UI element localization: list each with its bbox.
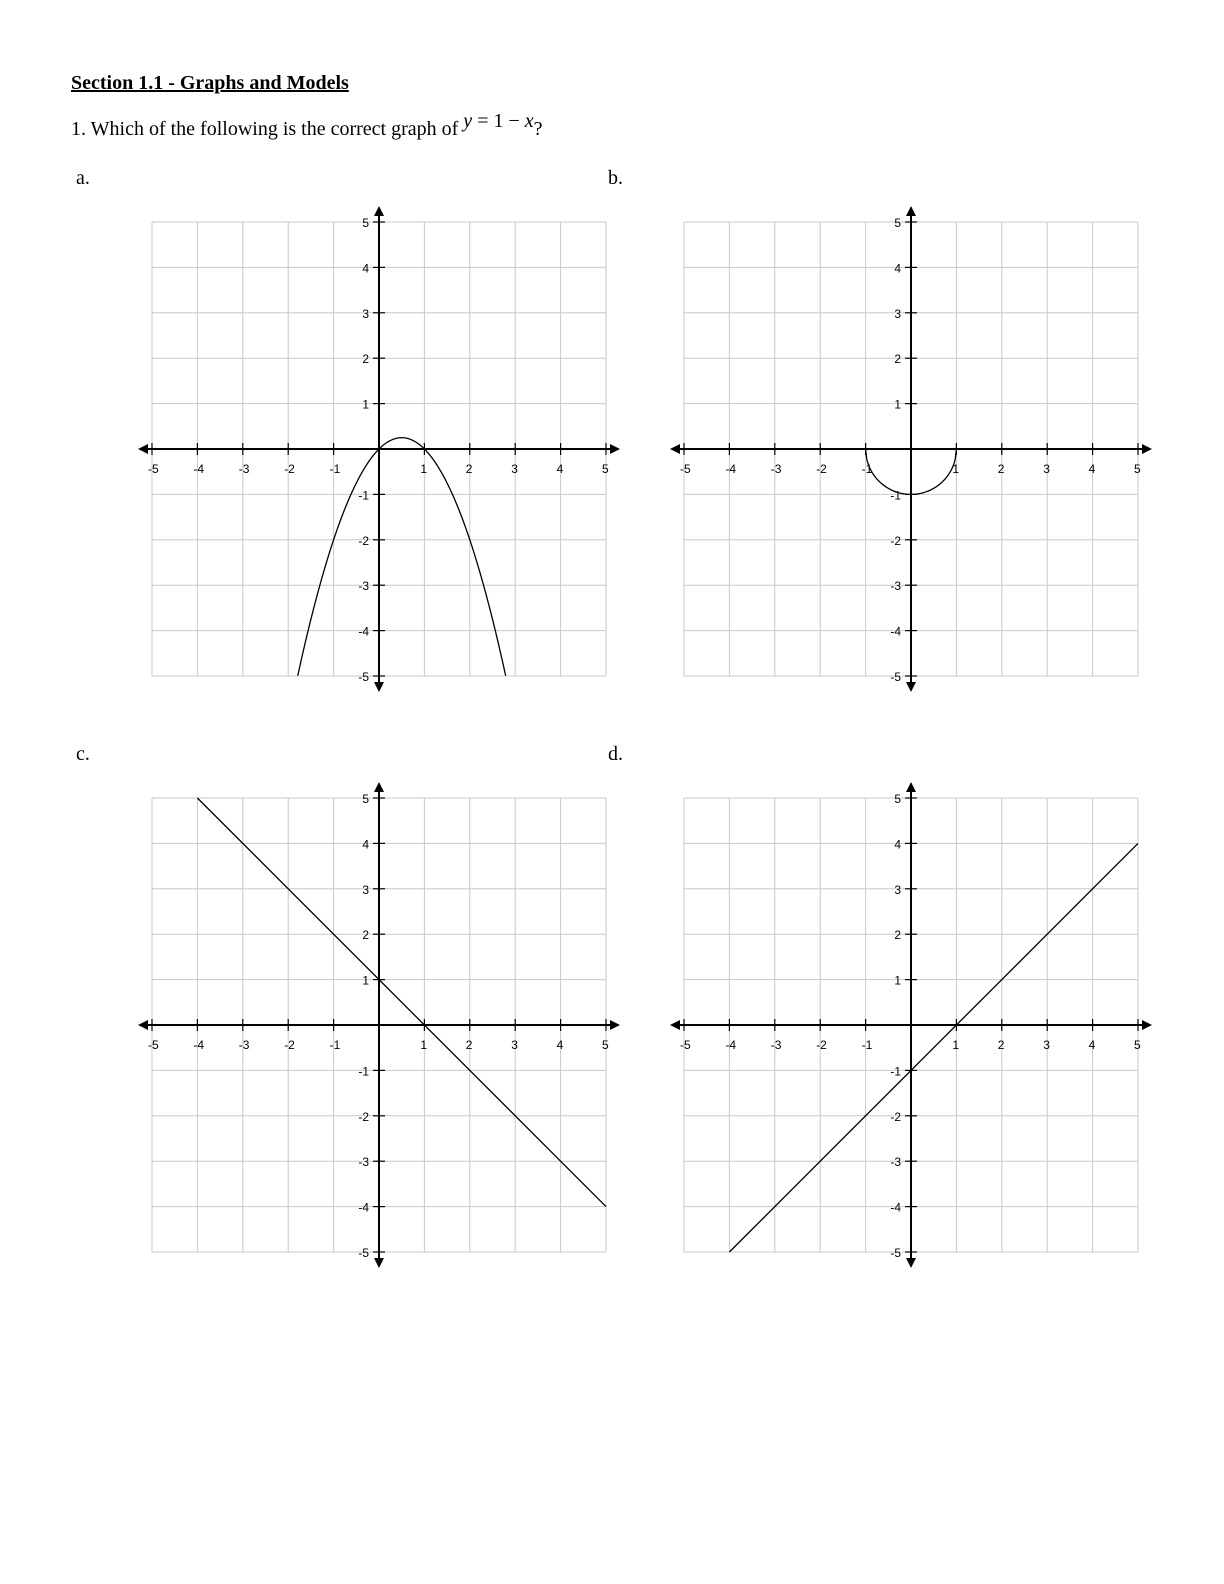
y-tick-label: 2 bbox=[362, 928, 369, 943]
y-tick-label: -5 bbox=[358, 670, 369, 684]
equation-lhs: y bbox=[463, 110, 473, 132]
y-axis-arrow-down bbox=[906, 682, 916, 692]
choice-d-letter[interactable]: d. bbox=[608, 743, 623, 765]
x-tick-label: -1 bbox=[861, 462, 873, 476]
x-tick-label: -4 bbox=[193, 462, 205, 476]
y-tick-label: -2 bbox=[890, 533, 901, 548]
x-tick-label: 2 bbox=[465, 1038, 473, 1052]
y-tick-label: 1 bbox=[362, 397, 369, 412]
x-tick-label: 3 bbox=[511, 462, 518, 476]
y-tick-label: 1 bbox=[894, 973, 901, 988]
x-tick-label: -4 bbox=[725, 462, 737, 476]
y-tick-label: 3 bbox=[362, 882, 369, 897]
x-tick-label: 2 bbox=[465, 462, 473, 476]
graph-b[interactable] bbox=[672, 208, 1162, 690]
y-tick-label: -2 bbox=[358, 533, 369, 548]
equation bbox=[463, 110, 533, 132]
y-tick-label: -1 bbox=[358, 488, 369, 503]
y-tick-label: -1 bbox=[890, 1064, 901, 1079]
y-tick-label: 5 bbox=[362, 792, 369, 806]
x-tick-label: -5 bbox=[680, 462, 691, 476]
x-tick-label: 3 bbox=[1043, 1038, 1050, 1052]
equation-one: 1 bbox=[493, 110, 504, 132]
y-tick-label: 3 bbox=[894, 882, 901, 897]
y-axis-arrow-down bbox=[374, 1258, 384, 1268]
y-tick-label: 2 bbox=[894, 928, 901, 943]
x-tick-label: -1 bbox=[329, 1038, 341, 1052]
y-tick-label: -4 bbox=[358, 624, 369, 639]
y-tick-label: 2 bbox=[362, 352, 369, 367]
x-tick-label: -3 bbox=[238, 462, 250, 476]
y-tick-label: -4 bbox=[890, 1200, 901, 1215]
x-axis-arrow-left bbox=[138, 444, 148, 454]
graph-c[interactable] bbox=[140, 784, 630, 1266]
x-tick-label: 4 bbox=[1088, 1038, 1096, 1052]
choice-b-letter[interactable]: b. bbox=[608, 167, 623, 189]
section-title: Section 1.1 - Graphs and Models bbox=[71, 72, 349, 94]
x-tick-label: -2 bbox=[816, 1038, 827, 1052]
question-end: ? bbox=[533, 118, 543, 140]
y-axis-arrow-up bbox=[906, 782, 916, 792]
question-text: Which of the following is the correct graph of bbox=[90, 118, 459, 140]
x-axis-arrow-right bbox=[1142, 444, 1152, 454]
x-tick-label: 1 bbox=[952, 1038, 960, 1052]
x-tick-label: -3 bbox=[770, 1038, 782, 1052]
x-tick-label: 1 bbox=[420, 462, 428, 476]
y-tick-label: -3 bbox=[358, 579, 369, 594]
x-axis-arrow-left bbox=[138, 1020, 148, 1030]
x-tick-label: -5 bbox=[680, 1038, 691, 1052]
graph-curve bbox=[197, 798, 606, 1207]
y-tick-label: -5 bbox=[890, 1246, 901, 1260]
x-tick-label: 2 bbox=[997, 462, 1005, 476]
x-tick-label: 4 bbox=[1088, 462, 1096, 476]
x-tick-label: -1 bbox=[329, 462, 341, 476]
y-tick-label: 1 bbox=[894, 397, 901, 412]
y-tick-label: 5 bbox=[894, 792, 901, 806]
graph-d[interactable] bbox=[672, 784, 1162, 1266]
y-tick-label: 3 bbox=[894, 306, 901, 321]
y-tick-label: 2 bbox=[894, 352, 901, 367]
y-tick-label: 3 bbox=[362, 306, 369, 321]
equation-x: x bbox=[524, 110, 534, 132]
y-tick-label: -1 bbox=[358, 1064, 369, 1079]
x-tick-label: 1 bbox=[952, 462, 960, 476]
x-tick-label: 1 bbox=[420, 1038, 428, 1052]
x-tick-label: 4 bbox=[556, 462, 564, 476]
y-tick-label: -5 bbox=[358, 1246, 369, 1260]
y-tick-label: 5 bbox=[894, 216, 901, 230]
y-axis-arrow-up bbox=[906, 206, 916, 216]
x-tick-label: -5 bbox=[148, 1038, 159, 1052]
x-tick-label: 5 bbox=[602, 1038, 609, 1052]
x-tick-label: -4 bbox=[193, 1038, 205, 1052]
x-tick-label: -2 bbox=[284, 462, 295, 476]
y-tick-label: 5 bbox=[362, 216, 369, 230]
x-tick-label: -4 bbox=[725, 1038, 737, 1052]
graph-curve bbox=[729, 843, 1138, 1252]
x-axis-arrow-right bbox=[610, 444, 620, 454]
x-tick-label: -1 bbox=[861, 1038, 873, 1052]
x-tick-label: -5 bbox=[148, 462, 159, 476]
y-axis-arrow-up bbox=[374, 206, 384, 216]
question-1 bbox=[71, 110, 543, 141]
choice-c-letter[interactable]: c. bbox=[76, 743, 90, 765]
graph-a[interactable] bbox=[140, 208, 630, 690]
x-tick-label: 3 bbox=[511, 1038, 518, 1052]
y-tick-label: 4 bbox=[362, 261, 369, 276]
x-tick-label: 5 bbox=[1134, 462, 1141, 476]
x-tick-label: -3 bbox=[770, 462, 782, 476]
y-tick-label: 4 bbox=[894, 837, 901, 852]
y-axis-arrow-up bbox=[374, 782, 384, 792]
y-tick-label: -5 bbox=[890, 670, 901, 684]
y-tick-label: -3 bbox=[358, 1155, 369, 1170]
y-tick-label: -2 bbox=[358, 1109, 369, 1124]
y-tick-label: -1 bbox=[890, 488, 901, 503]
x-tick-label: 5 bbox=[1134, 1038, 1141, 1052]
y-tick-label: -4 bbox=[890, 624, 901, 639]
x-tick-label: 3 bbox=[1043, 462, 1050, 476]
x-tick-label: -2 bbox=[816, 462, 827, 476]
y-tick-label: -3 bbox=[890, 1155, 901, 1170]
x-axis-arrow-left bbox=[670, 444, 680, 454]
choice-a-letter[interactable]: a. bbox=[76, 167, 90, 189]
y-tick-label: 4 bbox=[894, 261, 901, 276]
x-tick-label: 2 bbox=[997, 1038, 1005, 1052]
x-axis-arrow-right bbox=[610, 1020, 620, 1030]
equation-equals: = bbox=[472, 110, 494, 132]
x-tick-label: -3 bbox=[238, 1038, 250, 1052]
equation-minus: − bbox=[503, 110, 525, 132]
y-axis-arrow-down bbox=[906, 1258, 916, 1268]
x-tick-label: -2 bbox=[284, 1038, 295, 1052]
x-axis-arrow-left bbox=[670, 1020, 680, 1030]
y-tick-label: -4 bbox=[358, 1200, 369, 1215]
y-axis-arrow-down bbox=[374, 682, 384, 692]
y-tick-label: 4 bbox=[362, 837, 369, 852]
y-tick-label: -3 bbox=[890, 579, 901, 594]
x-axis-arrow-right bbox=[1142, 1020, 1152, 1030]
y-tick-label: 1 bbox=[362, 973, 369, 988]
x-tick-label: 5 bbox=[602, 462, 609, 476]
x-tick-label: 4 bbox=[556, 1038, 564, 1052]
y-tick-label: -2 bbox=[890, 1109, 901, 1124]
question-number: 1. bbox=[71, 118, 86, 140]
